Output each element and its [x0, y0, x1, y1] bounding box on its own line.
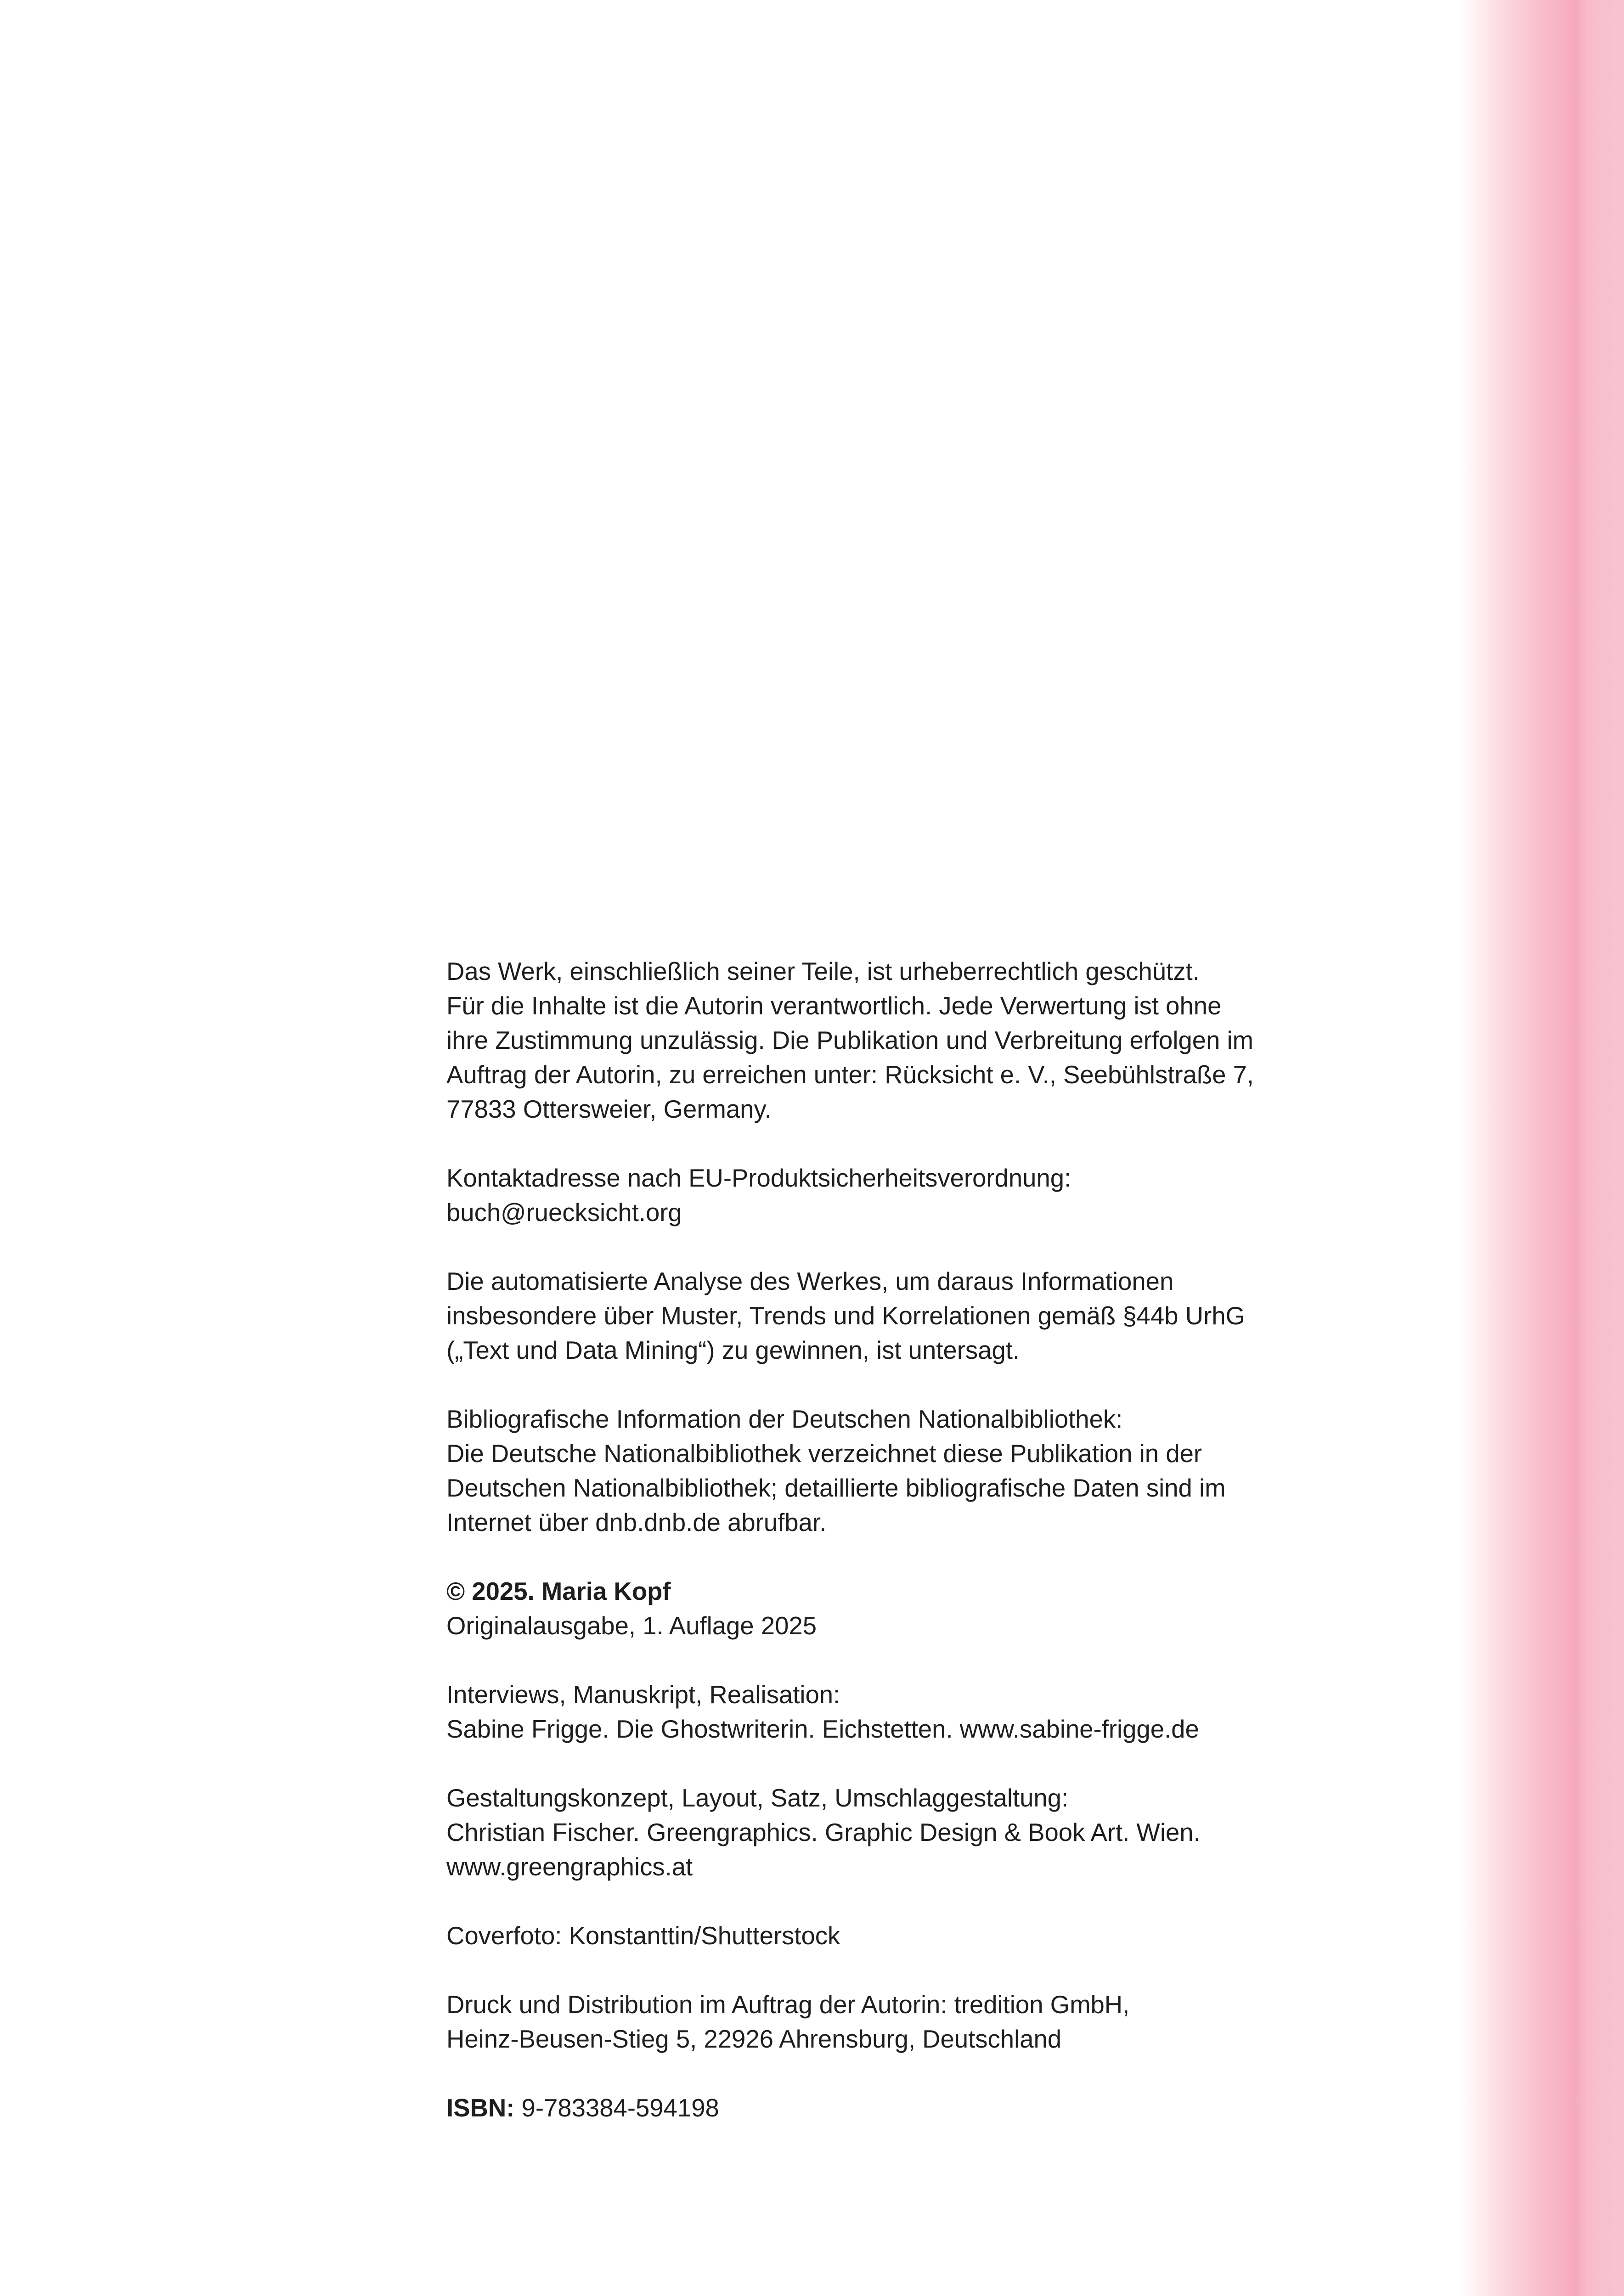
tdm-notice-paragraph — [381, 1264, 1263, 1367]
imprint-text-block — [381, 954, 1263, 2160]
text-line: www.greengraphics.at — [446, 1853, 693, 1881]
text-line: Druck und Distribution im Auftrag der Autorin: tredition GmbH, — [446, 1991, 1130, 2019]
copyright-notice-paragraph — [381, 954, 1263, 1126]
text-line: („Text und Data Mining“) zu gewinnen, ist untersagt. — [446, 1336, 1020, 1364]
text-line: Gestaltungskonzept, Layout, Satz, Umschlaggestaltung: — [446, 1784, 1069, 1812]
text-line: Kontaktadresse nach EU-Produktsicherheitsverordnung: — [446, 1164, 1071, 1192]
text-line: ihre Zustimmung unzulässig. Die Publikation und Verbreitung erfolgen im — [446, 1026, 1254, 1054]
text-line: Sabine Frigge. Die Ghostwriterin. Eichstetten. www.sabine-frigge.de — [446, 1715, 1199, 1743]
cover-photo-paragraph — [381, 1919, 1263, 1953]
contact-paragraph — [381, 1161, 1263, 1230]
text-line: Bibliografische Information der Deutschen Nationalbibliothek: — [446, 1405, 1123, 1433]
printing-paragraph — [381, 1987, 1263, 2056]
contact-email: buch@ruecksicht.org — [446, 1199, 682, 1227]
text-line: Die automatisierte Analyse des Werkes, um daraus Informationen — [446, 1267, 1174, 1295]
text-line: insbesondere über Muster, Trends und Korrelationen gemäß §44b UrhG — [446, 1302, 1245, 1330]
isbn-paragraph — [381, 2091, 1263, 2125]
text-line: Internet über dnb.dnb.de abrufbar. — [446, 1508, 827, 1536]
text-line: Für die Inhalte ist die Autorin verantwortlich. Jede Verwertung ist ohne — [446, 992, 1222, 1020]
isbn-label: ISBN: — [446, 2094, 515, 2122]
text-line: 77833 Ottersweier, Germany. — [446, 1095, 772, 1123]
copyright-holder: © 2025. Maria Kopf — [446, 1577, 671, 1605]
text-line: Deutschen Nationalbibliothek; detaillierte bibliografische Daten sind im — [446, 1474, 1226, 1502]
copyright-paragraph — [381, 1574, 1263, 1643]
credits-writing-paragraph — [381, 1677, 1263, 1746]
pink-edge-band — [1460, 0, 1624, 2296]
text-line: Interviews, Manuskript, Realisation: — [446, 1681, 840, 1709]
isbn-value: 9-783384-594198 — [521, 2094, 719, 2122]
text-line: Das Werk, einschließlich seiner Teile, ist urheberrechtlich geschützt. — [446, 957, 1200, 985]
text-line: Auftrag der Autorin, zu erreichen unter: Rücksicht e. V., Seebühlstraße 7, — [446, 1061, 1254, 1089]
text-line: Heinz-Beusen-Stieg 5, 22926 Ahrensburg, Deutschland — [446, 2025, 1062, 2053]
text-line: Christian Fischer. Greengraphics. Graphic Design & Book Art. Wien. — [446, 1818, 1201, 1846]
cover-photo-credit: Coverfoto: Konstanttin/Shutterstock — [446, 1922, 840, 1950]
credits-design-paragraph — [381, 1781, 1263, 1884]
edition-info: Originalausgabe, 1. Auflage 2025 — [446, 1612, 817, 1640]
text-line: Die Deutsche Nationalbibliothek verzeichnet diese Publikation in der — [446, 1440, 1202, 1468]
bibliographic-paragraph — [381, 1402, 1263, 1540]
